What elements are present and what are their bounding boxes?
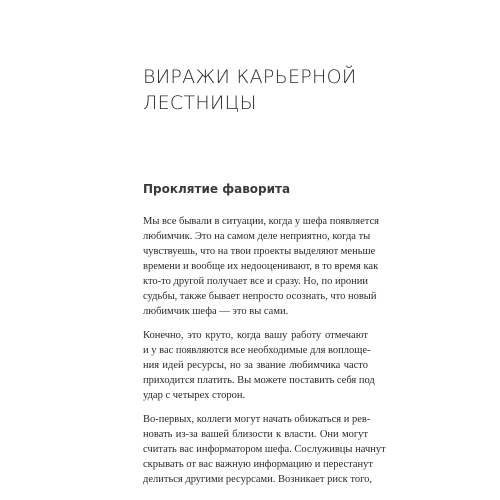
text-line: удар с четырех сторон.: [143, 390, 246, 401]
chapter-title-line: ВИРАЖИ КАРЬЕРНОЙ: [143, 66, 357, 88]
page-content: [143, 64, 386, 496]
paragraph: [143, 412, 386, 487]
text-line: Во-первых, коллеги могут начать обижаться и рев-: [143, 414, 371, 425]
text-line: чувствуешь, что на твои проекты выделяют меньше: [143, 246, 376, 257]
section-heading: Проклятие фаворита: [143, 182, 291, 196]
text-line: скрывать от вас важную информацию и перестанут: [143, 459, 373, 470]
text-line: ния идей ресурсы, но за звание любимчика часто: [143, 360, 368, 371]
text-line: и у вас появляются все необходимые для воплоще-: [143, 345, 371, 356]
body-text: [143, 214, 386, 487]
text-line: судьбы, также бывает непросто осознать, что новый: [143, 291, 377, 302]
paragraph: [143, 214, 379, 319]
text-line: новать из-за вашей близости к власти. Они могут: [143, 429, 368, 440]
text-line: Конечно, это круто, когда вашу работу отмечают: [143, 330, 368, 341]
paragraph: [143, 328, 375, 403]
text-line: считать вас информатором шефа. Сослуживцы начнут: [143, 444, 386, 455]
text-line: делиться другими ресурсами. Возникает риск того,: [143, 474, 373, 485]
text-line: приходится платить. Вы можете поставить себя под: [143, 375, 375, 386]
text-line: кто-то другой получает все и сразу. Но, по иронии: [143, 276, 368, 287]
chapter-title-line: ЛЕСТНИЦЫ: [143, 92, 257, 114]
text-line: любимчик шефа — это вы сами.: [143, 306, 289, 317]
text-line: любимчик. Это на самом деле неприятно, когда ты: [143, 231, 371, 242]
text-line: времени и вообще их недооценивают, в то время как: [143, 261, 379, 272]
chapter-title: [143, 64, 368, 116]
text-line: Мы все бывали в ситуации, когда у шефа появляется: [143, 216, 379, 227]
